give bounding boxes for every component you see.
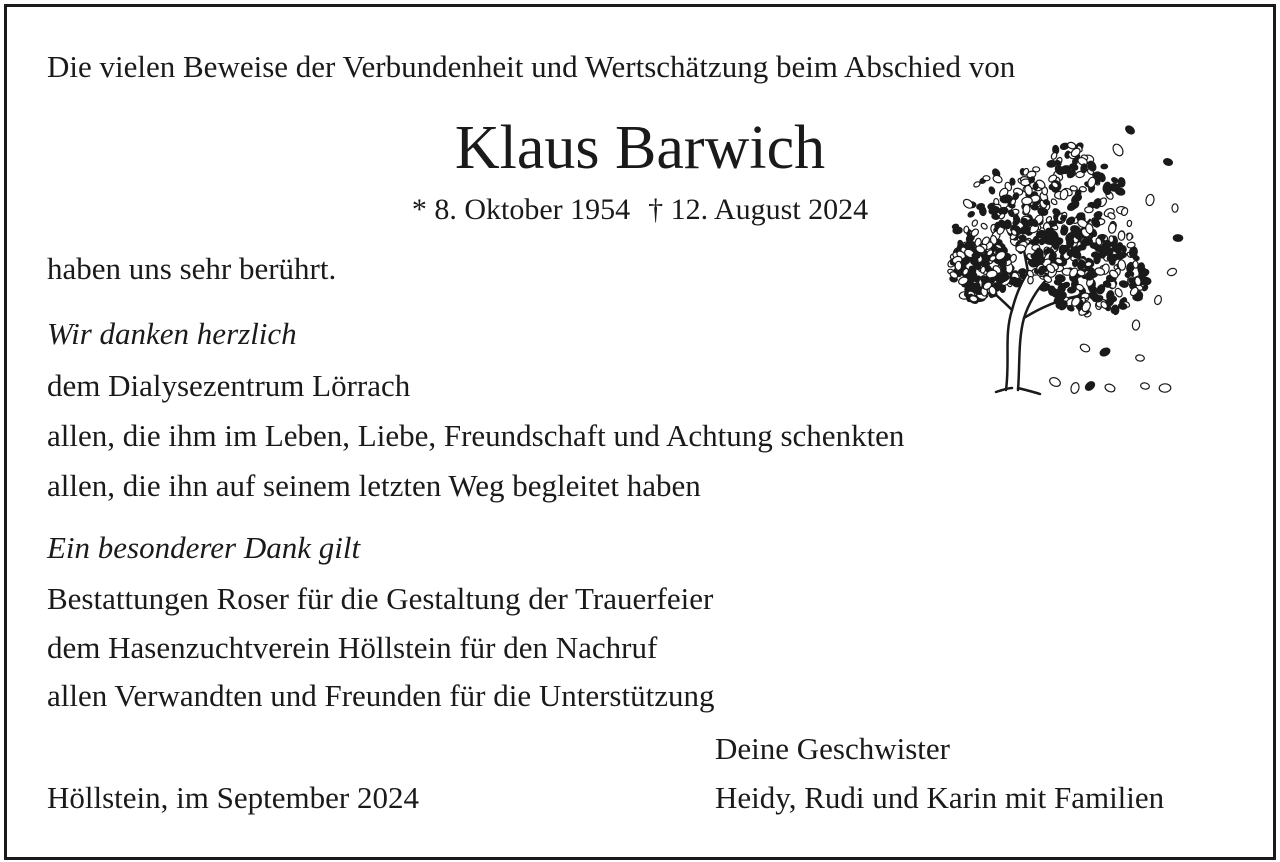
place-date: Höllstein, im September 2024 xyxy=(47,780,419,815)
thanks-line: dem Dialysezentrum Lörrach xyxy=(47,368,411,403)
thanks-line: allen, die ihm im Leben, Liebe, Freundschaft und Achtung schenkten xyxy=(47,418,905,453)
death-date: † 12. August 2024 xyxy=(648,193,869,226)
touched-text: haben uns sehr berührt. xyxy=(47,251,337,286)
thanks-line: allen, die ihn auf seinem letzten Weg begleitet haben xyxy=(47,468,701,503)
special-thanks-heading: Ein besonderer Dank gilt xyxy=(47,530,361,565)
signature-line1: Deine Geschwister xyxy=(715,731,950,766)
special-thanks-line: dem Hasenzuchtverein Höllstein für den Nachruf xyxy=(47,630,658,665)
thanks-heading: Wir danken herzlich xyxy=(47,316,297,351)
birth-date: * 8. Oktober 1954 xyxy=(411,193,631,226)
deceased-name: Klaus Barwich xyxy=(454,114,826,182)
special-thanks-line: Bestattungen Roser für die Gestaltung der Trauerfeier xyxy=(47,581,714,616)
special-thanks-line: allen Verwandten und Freunden für die Unterstützung xyxy=(47,678,715,713)
tree-with-falling-leaves-icon xyxy=(940,120,1190,405)
intro-text: Die vielen Beweise der Verbundenheit und Wertschätzung beim Abschied von xyxy=(47,49,1016,84)
signature-line2: Heidy, Rudi und Karin mit Familien xyxy=(715,780,1165,815)
